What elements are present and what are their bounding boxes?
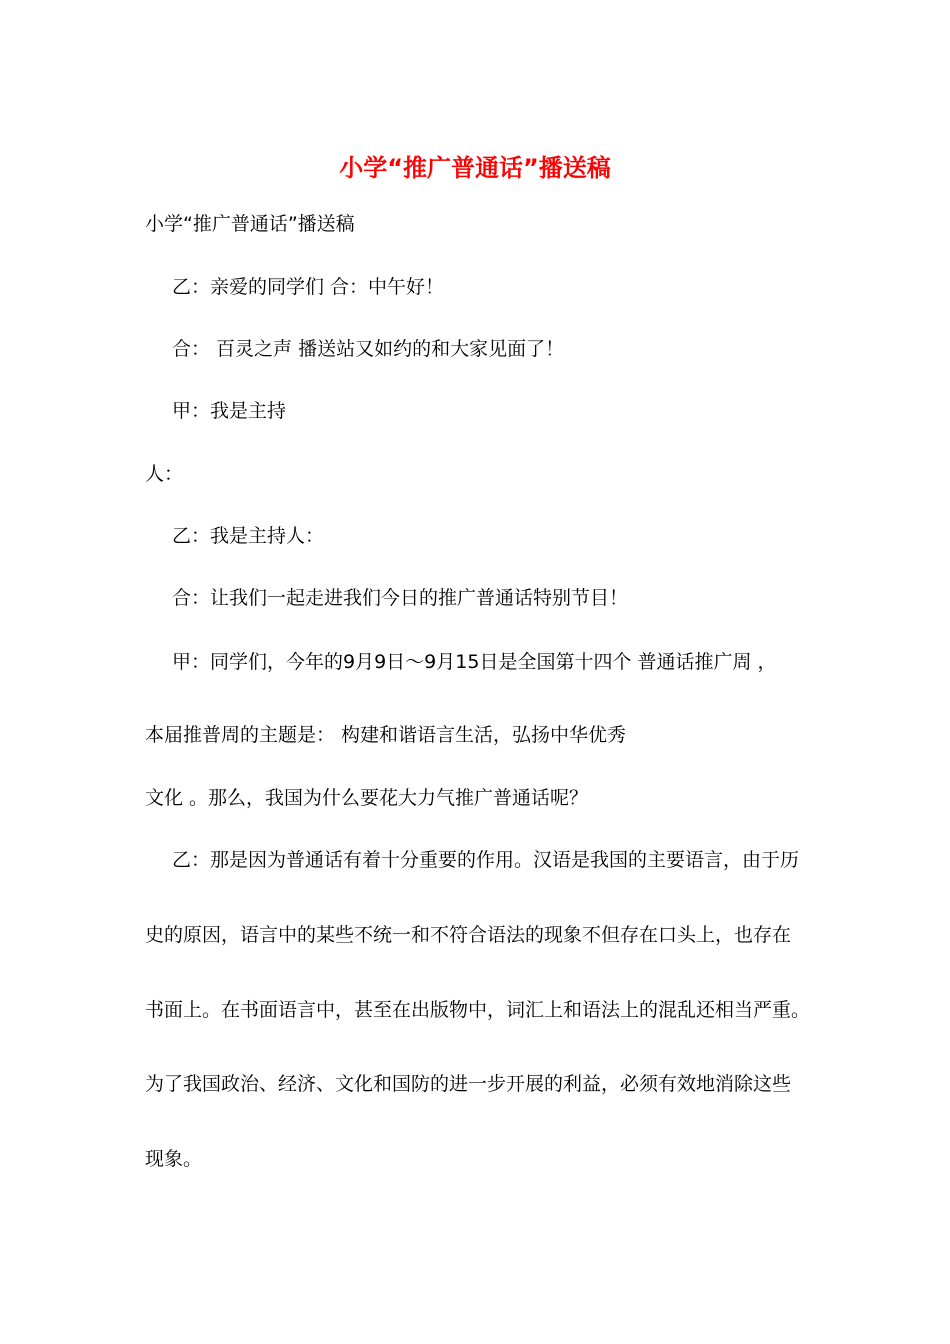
text-line: 现象。 (145, 1148, 203, 1170)
text-line: 合： 百灵之声 播送站又如约的和大家见面了！ (172, 338, 565, 360)
text-line: 本届推普周的主题是： 构建和谐语言生活，弘扬中华优秀 (145, 724, 627, 746)
text-line: 为了我国政治、经济、文化和国防的进一步开展的利益，必须有效地消除这些 (145, 1073, 792, 1095)
document-title: 小学“推广普通话”播送稿 (339, 154, 611, 182)
text-line: 书面上。在书面语言中，甚至在出版物中，词汇上和语法上的混乱还相当严重。 (145, 999, 811, 1021)
text-line: 合：让我们一起走进我们今日的推广普通话特别节目！ (172, 587, 629, 609)
text-line: 文化 。那么，我国为什么要花大力气推广普通话呢？ (145, 787, 589, 809)
text-line: 小学“推广普通话”播送稿 (145, 213, 355, 235)
text-line: 史的原因，语言中的某些不统一和不符合语法的现象不但存在口头上，也存在 (145, 924, 792, 946)
text-line: 人： (145, 463, 184, 485)
text-line: 乙：亲爱的同学们 合：中午好！ (172, 276, 445, 298)
text-line: 甲：同学们，今年的9月9日～9月15日是全国第十四个 普通话推广周 ， (172, 651, 777, 673)
text-line: 乙：那是因为普通话有着十分重要的作用。汉语是我国的主要语言，由于历 (172, 849, 800, 871)
text-line: 乙：我是主持人： (172, 525, 325, 547)
text-line: 甲：我是主持 (172, 400, 287, 422)
